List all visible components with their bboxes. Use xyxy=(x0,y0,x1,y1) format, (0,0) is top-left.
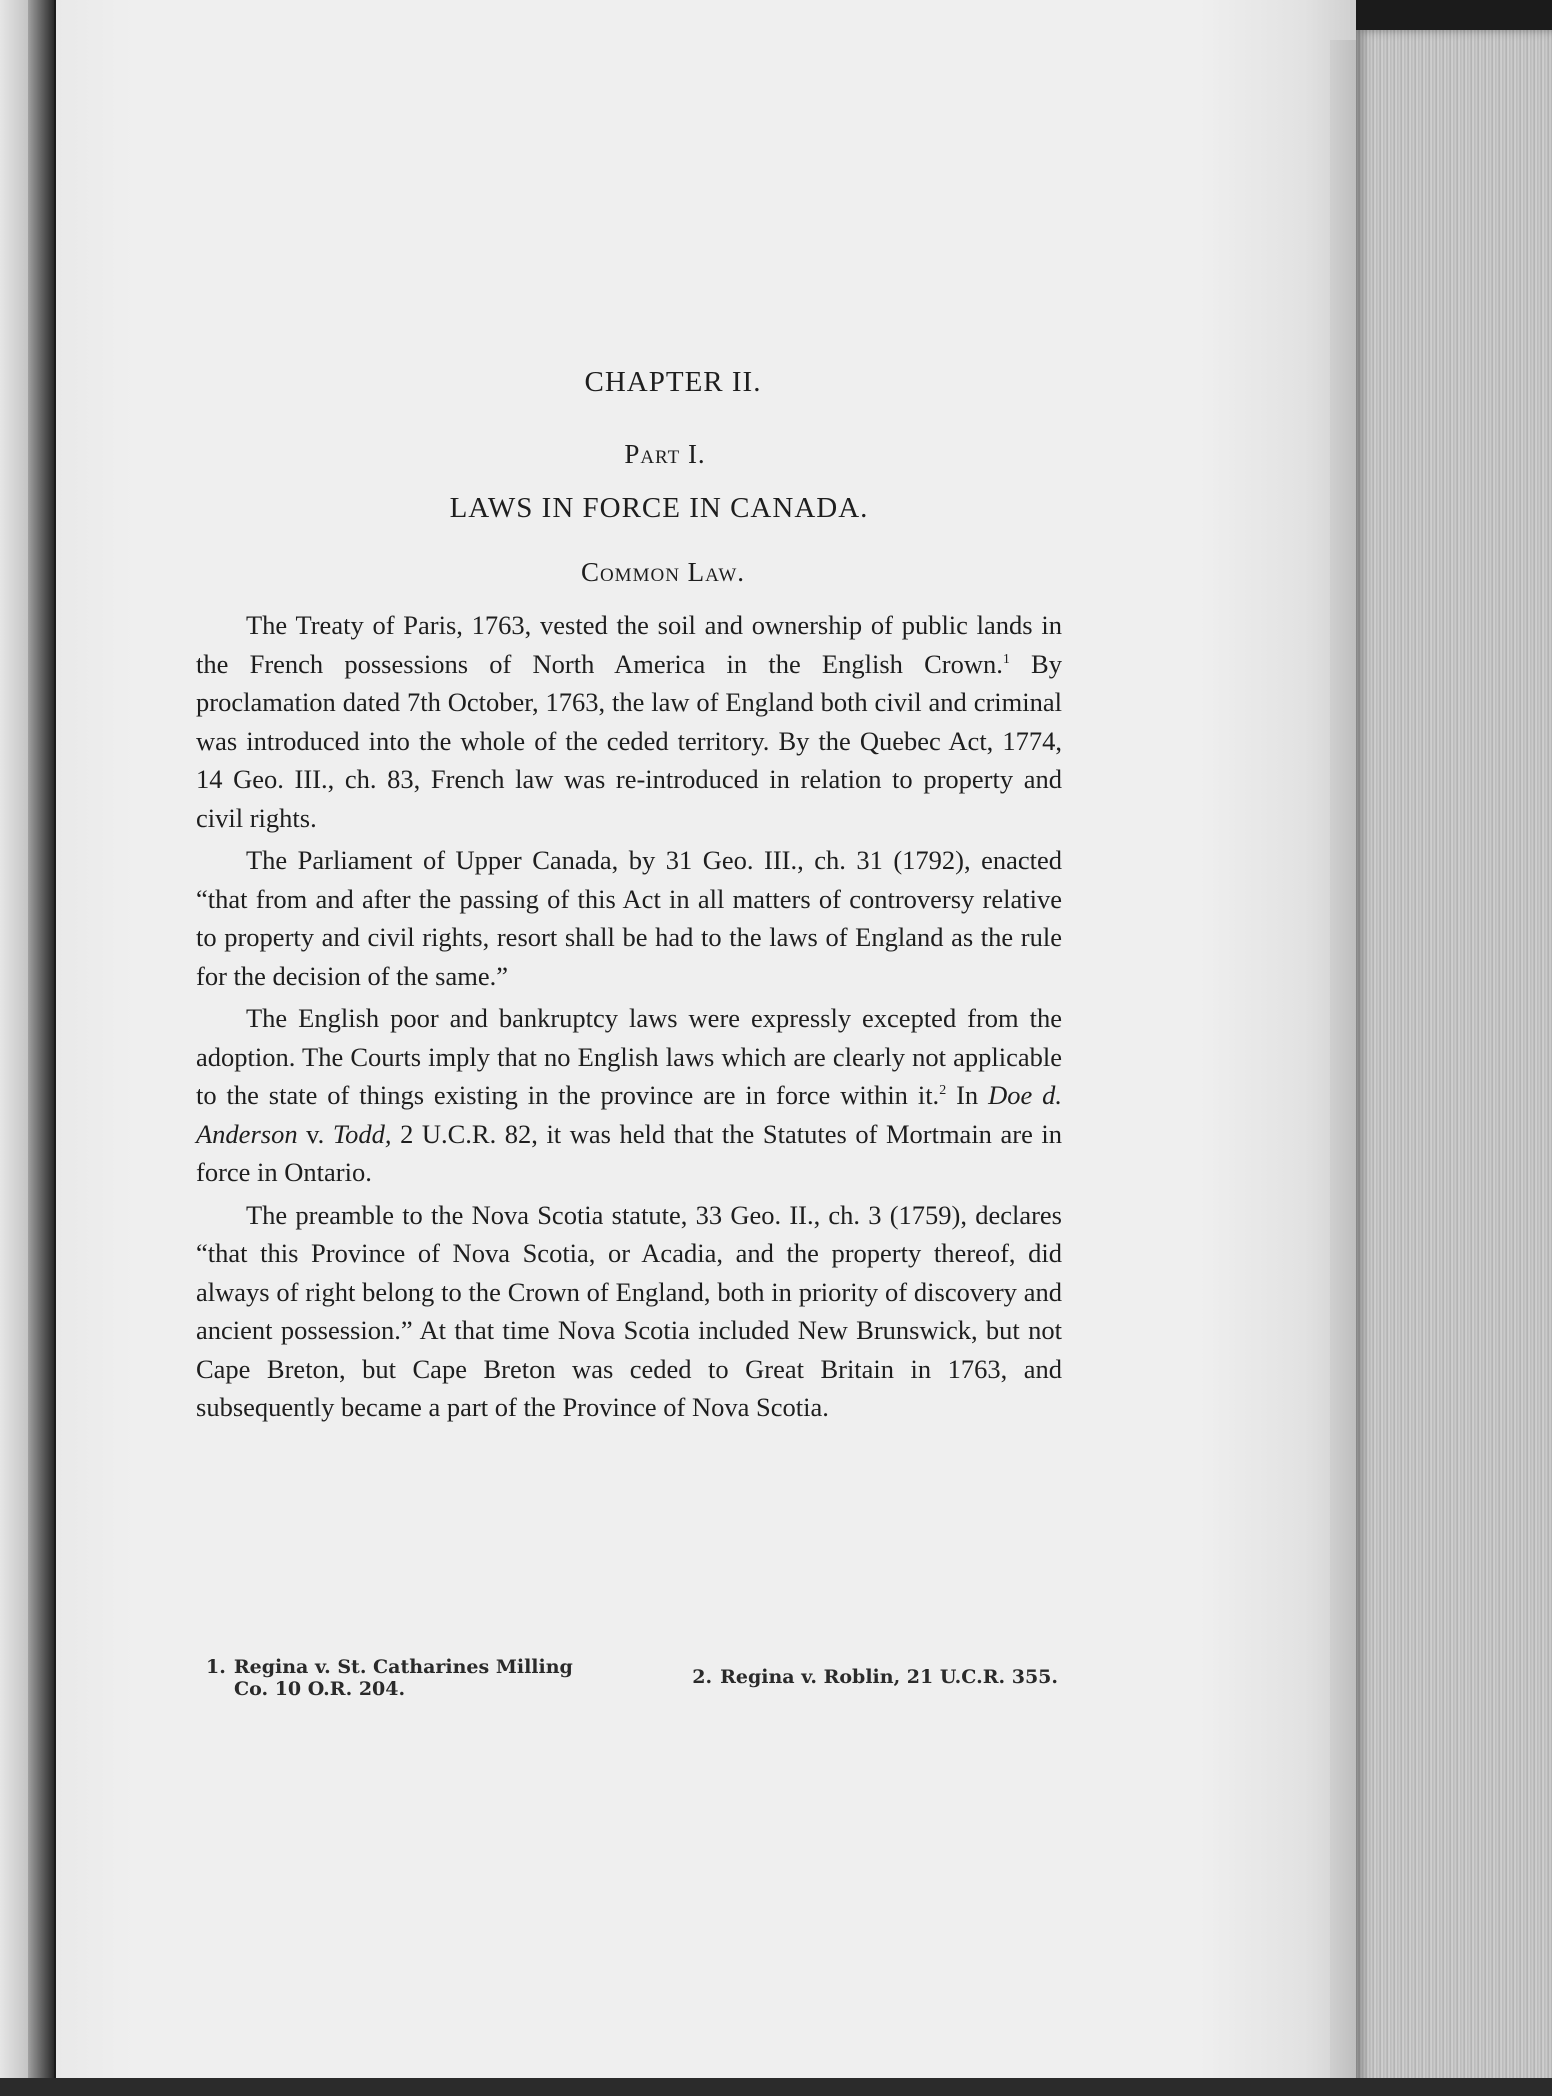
footnote-number: 2. xyxy=(692,1666,713,1688)
case-name: Todd, xyxy=(332,1118,392,1149)
footnotes xyxy=(206,1656,1058,1700)
paragraph-text: In xyxy=(946,1080,989,1110)
paragraph-treaty-of-paris xyxy=(196,606,1062,837)
paragraph-upper-canada: The Parliament of Upper Canada, by 31 Geo. III., ch. 31 (1792), enacted “that from and after the passing of this Act in all matters of controversy relative to property and civil rights, resort shall be had to the laws of England as the rule for the decision of the same.” xyxy=(196,845,1062,991)
paragraph-text: The Treaty of Paris, 1763, vested the soil and ownership of public lands in the French possessions of North America in the English Crown. xyxy=(196,610,1062,679)
footnote-text: Co. 10 O.R. 204. xyxy=(234,1678,406,1700)
footnote-1 xyxy=(206,1656,573,1700)
paragraph-text: By proclamation dated 7th October, 1763, the law of England both civil and criminal was introduced into the whole of the ceded territory. By the Quebec Act, 1774, 14 Geo. III., ch. 83, French law was re-introduced in relation to property and civil rights. xyxy=(196,648,1062,833)
case-name: Doe d. Anderson xyxy=(196,1080,1063,1149)
paragraph-text: The English poor and bankruptcy laws were expressly excepted from the adoption. The Courts imply that no English laws which are clearly not applicable to the state of things existing in the province are in force within it. xyxy=(196,1003,1062,1110)
page-text-block xyxy=(196,366,1062,1427)
footnote-text: Regina v. St. Catharines Milling xyxy=(233,1656,573,1678)
paragraph-nova-scotia: The preamble to the Nova Scotia statute, 33 Geo. II., ch. 3 (1759), declares “that this Province of Nova Scotia, or Acadia, and the property thereof, did always of right belong to the Crown of England, both in priority of discovery and ancient possession.” At that time Nova Scotia included New Brunswick, but not Cape Breton, but Cape Breton was ceded to Great Britain in 1763, and subsequently became a part of the Province of Nova Scotia. xyxy=(196,1199,1062,1422)
chapter-title: CHAPTER II. xyxy=(584,366,762,398)
scan-border-bottom xyxy=(0,2078,1552,2096)
part-title: Part I. xyxy=(624,439,706,469)
footnote-ref-1: 1 xyxy=(1002,651,1010,667)
paragraph-text: 2 U.C.R. 82, it was held that the Statutes of Mortmain are in force in Ontario. xyxy=(196,1118,1062,1187)
footnote-number: 1. xyxy=(206,1656,226,1678)
subsection-title: Common Law. xyxy=(580,557,746,587)
section-title: LAWS IN FORCE IN CANADA. xyxy=(449,492,869,524)
footnote-text: Regina v. Roblin, 21 U.C.R. 355. xyxy=(720,1666,1058,1688)
paragraph-poor-laws xyxy=(196,999,1062,1192)
page-stack-edges xyxy=(1356,30,1552,2096)
previous-page-edge xyxy=(0,0,28,2096)
footnote-ref-2: 2 xyxy=(939,1083,947,1099)
paragraph-text: v. xyxy=(297,1118,333,1149)
footnote-2 xyxy=(692,1656,1058,1700)
